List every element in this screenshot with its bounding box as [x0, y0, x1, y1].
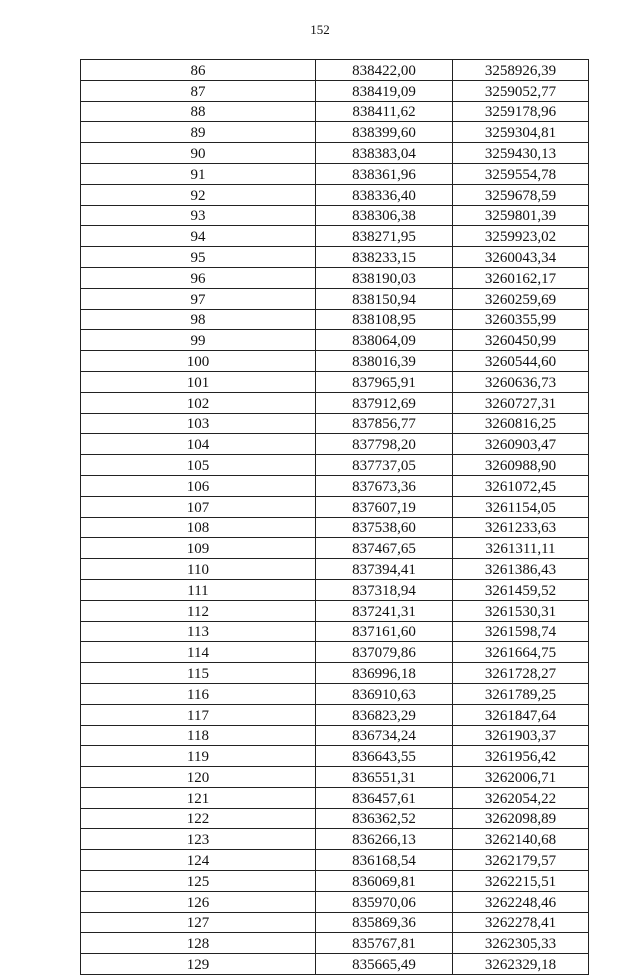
- point-number-cell: 118: [81, 725, 316, 746]
- x-coordinate-cell: 836734,24: [316, 725, 453, 746]
- table-row: [81, 829, 589, 850]
- point-number-cell: 112: [81, 600, 316, 621]
- y-coordinate-cell: 3260450,99: [453, 330, 589, 351]
- y-coordinate-cell: 3262140,68: [453, 829, 589, 850]
- table-row: [81, 559, 589, 580]
- table-row: [81, 767, 589, 788]
- x-coordinate-cell: 837856,77: [316, 413, 453, 434]
- point-number-cell: 94: [81, 226, 316, 247]
- y-coordinate-cell: 3261903,37: [453, 725, 589, 746]
- table-row: [81, 600, 589, 621]
- y-coordinate-cell: 3261847,64: [453, 704, 589, 725]
- x-coordinate-cell: 838233,15: [316, 247, 453, 268]
- point-number-cell: 111: [81, 579, 316, 600]
- point-number-cell: 89: [81, 122, 316, 143]
- y-coordinate-cell: 3260259,69: [453, 288, 589, 309]
- table-row: [81, 392, 589, 413]
- coordinates-table: [80, 59, 589, 975]
- point-number-cell: 98: [81, 309, 316, 330]
- y-coordinate-cell: 3259678,59: [453, 184, 589, 205]
- y-coordinate-cell: 3261664,75: [453, 642, 589, 663]
- table-row: [81, 122, 589, 143]
- y-coordinate-cell: 3262215,51: [453, 871, 589, 892]
- point-number-cell: 91: [81, 163, 316, 184]
- table-row: [81, 642, 589, 663]
- table-row: [81, 871, 589, 892]
- table-row: [81, 787, 589, 808]
- point-number-cell: 102: [81, 392, 316, 413]
- y-coordinate-cell: 3261598,74: [453, 621, 589, 642]
- x-coordinate-cell: 837798,20: [316, 434, 453, 455]
- point-number-cell: 124: [81, 850, 316, 871]
- x-coordinate-cell: 838271,95: [316, 226, 453, 247]
- table-row: [81, 704, 589, 725]
- table-row: [81, 371, 589, 392]
- x-coordinate-cell: 838306,38: [316, 205, 453, 226]
- x-coordinate-cell: 837318,94: [316, 579, 453, 600]
- point-number-cell: 97: [81, 288, 316, 309]
- y-coordinate-cell: 3262329,18: [453, 954, 589, 975]
- x-coordinate-cell: 835869,36: [316, 912, 453, 933]
- x-coordinate-cell: 836266,13: [316, 829, 453, 850]
- x-coordinate-cell: 837079,86: [316, 642, 453, 663]
- y-coordinate-cell: 3261072,45: [453, 475, 589, 496]
- table-row: [81, 330, 589, 351]
- table-row: [81, 933, 589, 954]
- point-number-cell: 114: [81, 642, 316, 663]
- y-coordinate-cell: 3260988,90: [453, 455, 589, 476]
- y-coordinate-cell: 3261459,52: [453, 579, 589, 600]
- y-coordinate-cell: 3261154,05: [453, 496, 589, 517]
- point-number-cell: 117: [81, 704, 316, 725]
- x-coordinate-cell: 837538,60: [316, 517, 453, 538]
- table-row: [81, 579, 589, 600]
- table-row: [81, 163, 589, 184]
- y-coordinate-cell: 3261789,25: [453, 683, 589, 704]
- table-row: [81, 746, 589, 767]
- x-coordinate-cell: 838361,96: [316, 163, 453, 184]
- x-coordinate-cell: 837912,69: [316, 392, 453, 413]
- coordinates-table-body: [81, 60, 589, 975]
- x-coordinate-cell: 836168,54: [316, 850, 453, 871]
- y-coordinate-cell: 3260355,99: [453, 309, 589, 330]
- point-number-cell: 113: [81, 621, 316, 642]
- table-row: [81, 143, 589, 164]
- x-coordinate-cell: 838150,94: [316, 288, 453, 309]
- x-coordinate-cell: 836069,81: [316, 871, 453, 892]
- point-number-cell: 92: [81, 184, 316, 205]
- x-coordinate-cell: 837673,36: [316, 475, 453, 496]
- table-row: [81, 351, 589, 372]
- point-number-cell: 108: [81, 517, 316, 538]
- table-row: [81, 413, 589, 434]
- table-row: [81, 475, 589, 496]
- y-coordinate-cell: 3260816,25: [453, 413, 589, 434]
- point-number-cell: 100: [81, 351, 316, 372]
- y-coordinate-cell: 3261233,63: [453, 517, 589, 538]
- table-row: [81, 621, 589, 642]
- x-coordinate-cell: 837467,65: [316, 538, 453, 559]
- table-row: [81, 538, 589, 559]
- y-coordinate-cell: 3259554,78: [453, 163, 589, 184]
- x-coordinate-cell: 837161,60: [316, 621, 453, 642]
- y-coordinate-cell: 3260544,60: [453, 351, 589, 372]
- y-coordinate-cell: 3260043,34: [453, 247, 589, 268]
- table-row: [81, 954, 589, 975]
- x-coordinate-cell: 838383,04: [316, 143, 453, 164]
- point-number-cell: 87: [81, 80, 316, 101]
- table-row: [81, 725, 589, 746]
- table-row: [81, 517, 589, 538]
- table-row: [81, 101, 589, 122]
- x-coordinate-cell: 837394,41: [316, 559, 453, 580]
- point-number-cell: 106: [81, 475, 316, 496]
- y-coordinate-cell: 3262305,33: [453, 933, 589, 954]
- y-coordinate-cell: 3260636,73: [453, 371, 589, 392]
- y-coordinate-cell: 3259304,81: [453, 122, 589, 143]
- y-coordinate-cell: 3259178,96: [453, 101, 589, 122]
- table-row: [81, 309, 589, 330]
- y-coordinate-cell: 3259052,77: [453, 80, 589, 101]
- table-row: [81, 683, 589, 704]
- point-number-cell: 122: [81, 808, 316, 829]
- x-coordinate-cell: 836823,29: [316, 704, 453, 725]
- x-coordinate-cell: 837607,19: [316, 496, 453, 517]
- y-coordinate-cell: 3262006,71: [453, 767, 589, 788]
- x-coordinate-cell: 838108,95: [316, 309, 453, 330]
- point-number-cell: 128: [81, 933, 316, 954]
- x-coordinate-cell: 838016,39: [316, 351, 453, 372]
- point-number-cell: 101: [81, 371, 316, 392]
- x-coordinate-cell: 836910,63: [316, 683, 453, 704]
- table-row: [81, 912, 589, 933]
- y-coordinate-cell: 3259801,39: [453, 205, 589, 226]
- point-number-cell: 121: [81, 787, 316, 808]
- table-row: [81, 226, 589, 247]
- point-number-cell: 86: [81, 60, 316, 81]
- point-number-cell: 129: [81, 954, 316, 975]
- point-number-cell: 90: [81, 143, 316, 164]
- point-number-cell: 88: [81, 101, 316, 122]
- y-coordinate-cell: 3259430,13: [453, 143, 589, 164]
- x-coordinate-cell: 838411,62: [316, 101, 453, 122]
- table-row: [81, 663, 589, 684]
- point-number-cell: 107: [81, 496, 316, 517]
- x-coordinate-cell: 837241,31: [316, 600, 453, 621]
- x-coordinate-cell: 837737,05: [316, 455, 453, 476]
- table-row: [81, 80, 589, 101]
- table-row: [81, 850, 589, 871]
- point-number-cell: 99: [81, 330, 316, 351]
- point-number-cell: 109: [81, 538, 316, 559]
- y-coordinate-cell: 3262098,89: [453, 808, 589, 829]
- point-number-cell: 116: [81, 683, 316, 704]
- y-coordinate-cell: 3262248,46: [453, 891, 589, 912]
- y-coordinate-cell: 3260903,47: [453, 434, 589, 455]
- x-coordinate-cell: 838190,03: [316, 267, 453, 288]
- table-row: [81, 247, 589, 268]
- point-number-cell: 119: [81, 746, 316, 767]
- x-coordinate-cell: 836551,31: [316, 767, 453, 788]
- point-number-cell: 103: [81, 413, 316, 434]
- table-row: [81, 267, 589, 288]
- table-row: [81, 496, 589, 517]
- point-number-cell: 120: [81, 767, 316, 788]
- y-coordinate-cell: 3261530,31: [453, 600, 589, 621]
- y-coordinate-cell: 3258926,39: [453, 60, 589, 81]
- y-coordinate-cell: 3261956,42: [453, 746, 589, 767]
- x-coordinate-cell: 836996,18: [316, 663, 453, 684]
- y-coordinate-cell: 3262278,41: [453, 912, 589, 933]
- x-coordinate-cell: 836457,61: [316, 787, 453, 808]
- table-row: [81, 60, 589, 81]
- point-number-cell: 125: [81, 871, 316, 892]
- x-coordinate-cell: 836643,55: [316, 746, 453, 767]
- y-coordinate-cell: 3261311,11: [453, 538, 589, 559]
- table-row: [81, 455, 589, 476]
- point-number-cell: 110: [81, 559, 316, 580]
- x-coordinate-cell: 838399,60: [316, 122, 453, 143]
- x-coordinate-cell: 837965,91: [316, 371, 453, 392]
- x-coordinate-cell: 836362,52: [316, 808, 453, 829]
- x-coordinate-cell: 838419,09: [316, 80, 453, 101]
- point-number-cell: 105: [81, 455, 316, 476]
- table-row: [81, 434, 589, 455]
- point-number-cell: 123: [81, 829, 316, 850]
- y-coordinate-cell: 3261386,43: [453, 559, 589, 580]
- point-number-cell: 93: [81, 205, 316, 226]
- point-number-cell: 104: [81, 434, 316, 455]
- x-coordinate-cell: 838064,09: [316, 330, 453, 351]
- y-coordinate-cell: 3262179,57: [453, 850, 589, 871]
- y-coordinate-cell: 3262054,22: [453, 787, 589, 808]
- table-row: [81, 808, 589, 829]
- point-number-cell: 127: [81, 912, 316, 933]
- x-coordinate-cell: 835767,81: [316, 933, 453, 954]
- point-number-cell: 126: [81, 891, 316, 912]
- x-coordinate-cell: 838422,00: [316, 60, 453, 81]
- table-row: [81, 184, 589, 205]
- y-coordinate-cell: 3261728,27: [453, 663, 589, 684]
- table-row: [81, 288, 589, 309]
- x-coordinate-cell: 835970,06: [316, 891, 453, 912]
- point-number-cell: 96: [81, 267, 316, 288]
- x-coordinate-cell: 838336,40: [316, 184, 453, 205]
- point-number-cell: 115: [81, 663, 316, 684]
- page-number: 152: [310, 22, 330, 37]
- y-coordinate-cell: 3260727,31: [453, 392, 589, 413]
- table-row: [81, 891, 589, 912]
- y-coordinate-cell: 3259923,02: [453, 226, 589, 247]
- table-row: [81, 205, 589, 226]
- x-coordinate-cell: 835665,49: [316, 954, 453, 975]
- y-coordinate-cell: 3260162,17: [453, 267, 589, 288]
- point-number-cell: 95: [81, 247, 316, 268]
